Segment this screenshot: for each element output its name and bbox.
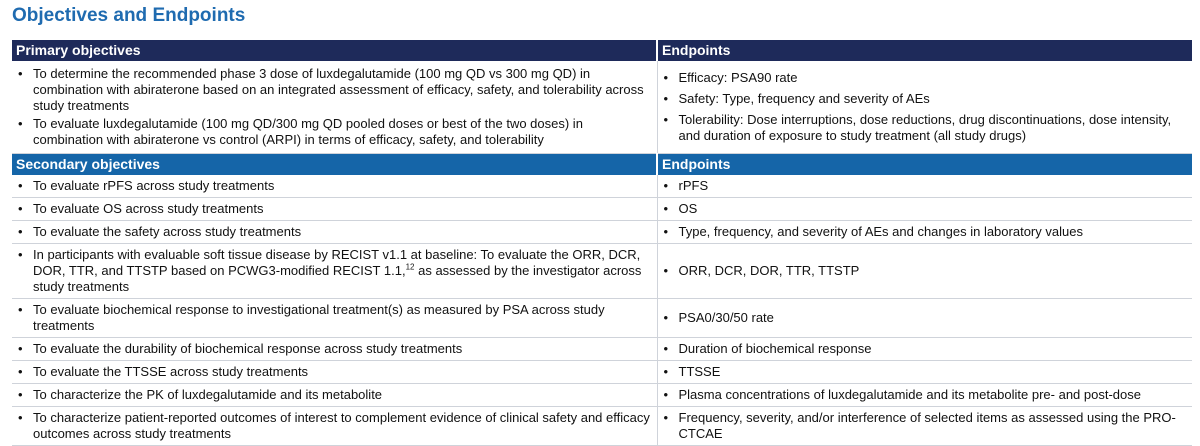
endpoint-cell <box>657 175 1192 198</box>
table-row <box>12 361 1192 384</box>
endpoint-cell <box>657 198 1192 221</box>
objective-cell <box>12 244 657 299</box>
list-item: • rPFS <box>662 178 1189 194</box>
list-item: • Frequency, severity, and/or interference of selected items as assessed using the PRO-CTCAE <box>662 410 1189 442</box>
primary-endpoints-list <box>662 70 1189 144</box>
table-row <box>12 407 1192 446</box>
list-item: • To evaluate biochemical response to investigational treatment(s) as measured by PSA across study treatments <box>16 302 653 334</box>
table-row <box>12 244 1192 299</box>
table-row <box>12 299 1192 338</box>
list-item: • Duration of biochemical response <box>662 341 1189 357</box>
list-item: • To evaluate OS across study treatments <box>16 201 653 217</box>
objective-text-tail: as assessed by the investigator across study treatments <box>33 263 642 294</box>
secondary-objectives-header: Secondary objectives <box>12 154 657 176</box>
list-item: • OS <box>662 201 1189 217</box>
list-item: • Efficacy: PSA90 rate <box>662 70 1189 86</box>
list-item: • TTSSE <box>662 364 1189 380</box>
objective-cell <box>12 384 657 407</box>
table-row <box>12 175 1192 198</box>
objective-text: In participants with evaluable soft tissue disease by RECIST v1.1 at baseline: To evaluate the ORR, DCR, DOR, TTR, and TTSTP based on PCWG3-modified RECIST 1.1, <box>33 247 641 278</box>
list-item: • To evaluate luxdegalutamide (100 mg QD/300 mg QD pooled doses or best of the two doses) in combination with abiraterone vs control (ARPI) in terms of efficacy, safety, and tolerability <box>16 116 653 148</box>
table-row <box>12 221 1192 244</box>
endpoint-cell <box>657 244 1192 299</box>
list-item: • ORR, DCR, DOR, TTR, TTSTP <box>662 263 1189 279</box>
primary-objectives-header: Primary objectives <box>12 40 657 61</box>
endpoint-cell <box>657 338 1192 361</box>
list-item: • Safety: Type, frequency and severity of AEs <box>662 91 1189 107</box>
endpoint-cell <box>657 407 1192 446</box>
objective-cell <box>12 175 657 198</box>
list-item: • To evaluate the safety across study treatments <box>16 224 653 240</box>
list-item: • Type, frequency, and severity of AEs and changes in laboratory values <box>662 224 1189 240</box>
endpoint-cell <box>657 221 1192 244</box>
page-title: Objectives and Endpoints <box>12 5 246 26</box>
objective-cell <box>12 407 657 446</box>
endpoint-cell <box>657 384 1192 407</box>
primary-row <box>12 61 1192 154</box>
list-item: • To determine the recommended phase 3 dose of luxdegalutamide (100 mg QD vs 300 mg QD) in combination with abiraterone based on an integrated assessment of efficacy, safety, and tolerability across study treatments <box>16 66 653 114</box>
reference-superscript: 12 <box>405 262 415 272</box>
primary-endpoints-cell <box>657 61 1192 154</box>
primary-header-row <box>12 40 1192 61</box>
objective-cell <box>12 361 657 384</box>
table-row <box>12 384 1192 407</box>
list-item <box>16 247 653 295</box>
objective-cell <box>12 338 657 361</box>
objective-cell <box>12 221 657 244</box>
primary-objectives-list <box>16 66 653 148</box>
primary-endpoints-header: Endpoints <box>657 40 1192 61</box>
table-row <box>12 198 1192 221</box>
secondary-header-row <box>12 154 1192 176</box>
list-item: • Plasma concentrations of luxdegalutamide and its metabolite pre- and post-dose <box>662 387 1189 403</box>
objectives-endpoints-table <box>12 40 1192 446</box>
endpoint-cell <box>657 361 1192 384</box>
list-item: • PSA0/30/50 rate <box>662 310 1189 326</box>
list-item: • To evaluate the TTSSE across study treatments <box>16 364 653 380</box>
table-row <box>12 338 1192 361</box>
endpoint-cell <box>657 299 1192 338</box>
list-item: • To evaluate the durability of biochemical response across study treatments <box>16 341 653 357</box>
list-item: • To characterize the PK of luxdegalutamide and its metabolite <box>16 387 653 403</box>
list-item: • To characterize patient-reported outcomes of interest to complement evidence of clinical safety and efficacy outcomes across study treatments <box>16 410 653 442</box>
list-item: • To evaluate rPFS across study treatments <box>16 178 653 194</box>
objective-cell <box>12 299 657 338</box>
secondary-endpoints-header: Endpoints <box>657 154 1192 176</box>
objective-cell <box>12 198 657 221</box>
list-item: • Tolerability: Dose interruptions, dose reductions, drug discontinuations, dose intensity, and duration of exposure to study treatment (all study drugs) <box>662 112 1189 144</box>
primary-objectives-cell <box>12 61 657 154</box>
